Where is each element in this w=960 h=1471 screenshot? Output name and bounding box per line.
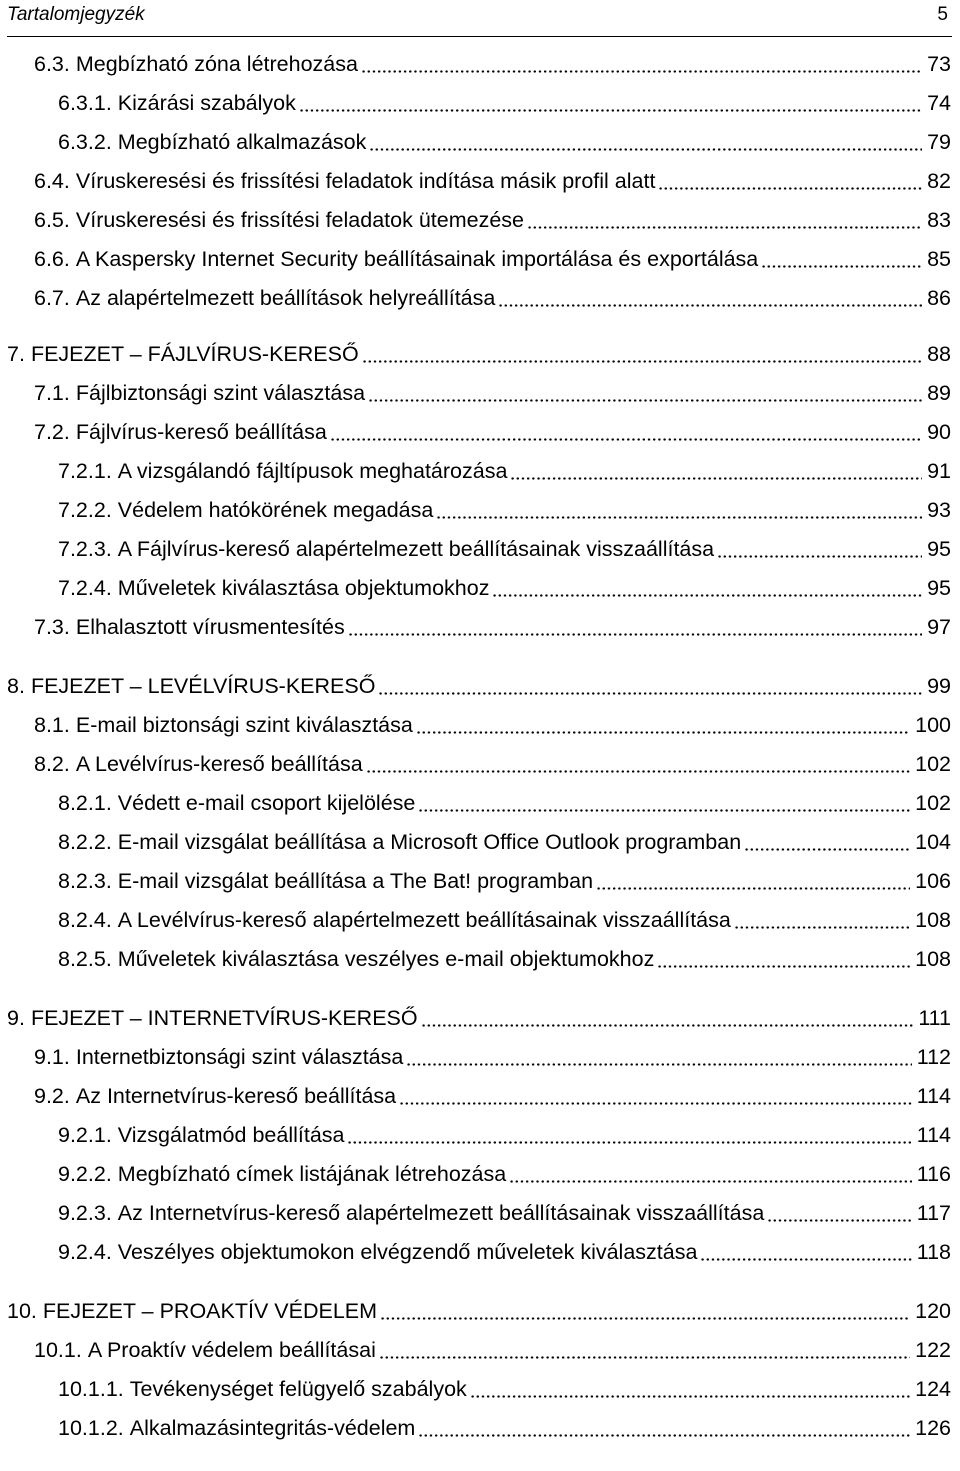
- toc-entry-label: [34, 1081, 396, 1111]
- toc-entry-label: [58, 534, 714, 564]
- toc-dot-leader: [658, 187, 922, 190]
- toc-entry-page: 120: [915, 1299, 951, 1323]
- toc-dot-leader: [470, 1395, 910, 1398]
- toc-entry-title: A vizsgálandó fájltípusok meghatározása: [117, 459, 508, 483]
- toc-entry-number: 10.1.: [34, 1338, 82, 1362]
- toc-entry[interactable]: [0, 456, 960, 486]
- toc-entry-page: 82: [927, 169, 951, 193]
- toc-entry-label: [34, 166, 655, 196]
- toc-entry[interactable]: [0, 1296, 960, 1326]
- toc-dot-leader: [347, 1141, 911, 1144]
- toc-entry-number: 9.1.: [34, 1045, 70, 1069]
- toc-entry-page: 116: [916, 1162, 951, 1186]
- toc-entry-page: 118: [916, 1240, 951, 1264]
- toc-entry-number: 10.: [7, 1299, 37, 1323]
- toc-entry-title: Védelem hatókörének megadása: [117, 498, 434, 522]
- toc-entry-label: [34, 417, 327, 447]
- toc-dot-leader: [406, 1063, 911, 1066]
- toc-dot-leader: [492, 594, 922, 597]
- toc-entry-title: Víruskeresési és frissítési feladatok ütemezése: [75, 208, 524, 232]
- toc-entry-label: [34, 710, 413, 740]
- toc-entry-label: [58, 456, 507, 486]
- toc-entry-title: A Kaspersky Internet Security beállításainak importálása és exportálása: [75, 247, 759, 271]
- toc-entry-title: FEJEZET – FÁJLVÍRUS-KERESŐ: [30, 342, 359, 366]
- toc-entry-title: Az alapértelmezett beállítások helyreállítása: [75, 286, 496, 310]
- toc-dot-leader: [299, 109, 922, 112]
- toc-entry[interactable]: [0, 710, 960, 740]
- toc-entry-page: 108: [915, 947, 951, 971]
- toc-entry-title: A Levélvírus-kereső alapértelmezett beállításainak visszaállítása: [117, 908, 731, 932]
- toc-entry-title: Vizsgálatmód beállítása: [117, 1123, 345, 1147]
- toc-entry-number: 9.2.3.: [58, 1201, 112, 1225]
- toc-entry-page: 93: [927, 498, 951, 522]
- toc-entry-label: [7, 671, 375, 701]
- toc-entry-page: 108: [915, 908, 951, 932]
- toc-entry-title: FEJEZET – PROAKTÍV VÉDELEM: [42, 1299, 378, 1323]
- toc-entry[interactable]: [0, 905, 960, 935]
- toc-entry-number: 8.2.: [34, 752, 70, 776]
- toc-entry-number: 6.6.: [34, 247, 70, 271]
- toc-entry-title: Fájlbiztonsági szint választása: [75, 381, 366, 405]
- toc-entry-label: [7, 339, 359, 369]
- toc-entry-page: 106: [915, 869, 951, 893]
- toc-dot-leader: [761, 265, 922, 268]
- toc-dot-leader: [734, 926, 910, 929]
- toc-entry-title: Az Internetvírus-kereső beállítása: [75, 1084, 397, 1108]
- toc-entry-page: 95: [927, 537, 951, 561]
- toc-entry-label: [34, 49, 358, 79]
- toc-entry-page: 102: [915, 791, 951, 815]
- toc-entry-label: [58, 127, 366, 157]
- toc-entry-label: [58, 905, 731, 935]
- toc-entry-label: [58, 944, 654, 974]
- toc-entry-number: 7.1.: [34, 381, 70, 405]
- toc-entry-label: [58, 1159, 506, 1189]
- toc-dot-leader: [379, 1356, 910, 1359]
- toc-entry[interactable]: [0, 573, 960, 603]
- toc-entry[interactable]: [0, 1081, 960, 1111]
- toc-entry[interactable]: [0, 1198, 960, 1228]
- toc-entry[interactable]: [0, 49, 960, 79]
- toc-entry-page: 91: [927, 459, 951, 483]
- toc-entry-number: 6.4.: [34, 169, 70, 193]
- toc-dot-leader: [744, 848, 910, 851]
- toc-entry-number: 6.3.1.: [58, 91, 112, 115]
- toc-entry-label: [34, 205, 524, 235]
- toc-entry-number: 7.2.3.: [58, 537, 112, 561]
- toc-entry-title: A Levélvírus-kereső beállítása: [75, 752, 363, 776]
- toc-entry-title: Műveletek kiválasztása veszélyes e-mail objektumokhoz: [117, 947, 655, 971]
- toc-entry-page: 100: [915, 713, 951, 737]
- toc-entry-title: Víruskeresési és frissítési feladatok indítása másik profil alatt: [75, 169, 656, 193]
- toc-dot-leader: [527, 226, 922, 229]
- toc-entry-number: 8.2.4.: [58, 908, 112, 932]
- toc-entry-number: 6.7.: [34, 286, 70, 310]
- toc-entry-title: FEJEZET – LEVÉLVÍRUS-KERESŐ: [30, 674, 376, 698]
- toc-dot-leader: [657, 965, 910, 968]
- toc-entry-label: [58, 788, 415, 818]
- toc-dot-leader: [362, 360, 922, 363]
- toc-entry-label: [58, 573, 489, 603]
- toc-entry-number: 9.2.: [34, 1084, 70, 1108]
- toc-entry-page: 97: [927, 615, 951, 639]
- toc-entry-title: Tevékenységet felügyelő szabályok: [129, 1377, 467, 1401]
- toc-dot-leader: [330, 438, 922, 441]
- toc-entry-title: Kizárási szabályok: [117, 91, 296, 115]
- toc-entry-number: 7.2.: [34, 420, 70, 444]
- toc-entry-label: [34, 749, 363, 779]
- toc-dot-leader: [368, 399, 922, 402]
- toc-dot-leader: [416, 731, 910, 734]
- toc-entry[interactable]: [0, 205, 960, 235]
- toc-entry-page: 73: [927, 52, 951, 76]
- toc-entry-label: [58, 1374, 467, 1404]
- toc-entry-page: 89: [927, 381, 951, 405]
- toc-entry-number: 7.2.2.: [58, 498, 112, 522]
- toc-entry[interactable]: [0, 417, 960, 447]
- toc-entry-page: 104: [915, 830, 951, 854]
- header-page-number: 5: [937, 4, 948, 25]
- toc-entry-title: Alkalmazásintegritás-védelem: [129, 1416, 416, 1440]
- toc-dot-leader: [418, 1434, 910, 1437]
- toc-entry-title: E-mail vizsgálat beállítása a The Bat! programban: [117, 869, 594, 893]
- toc-entry-title: A Fájlvírus-kereső alapértelmezett beállításainak visszaállítása: [117, 537, 715, 561]
- toc-entry[interactable]: [0, 866, 960, 896]
- toc-entry-number: 8.2.2.: [58, 830, 112, 854]
- toc-entry-number: 10.1.2.: [58, 1416, 124, 1440]
- toc-entry-number: 6.3.: [34, 52, 70, 76]
- toc-entry-label: [58, 1120, 344, 1150]
- toc-entry-page: 99: [927, 674, 951, 698]
- toc-entry[interactable]: [0, 283, 960, 313]
- page-header: [7, 0, 952, 37]
- toc-entry-label: [34, 612, 345, 642]
- toc-entry-number: 8.2.1.: [58, 791, 112, 815]
- toc-entry-label: [58, 495, 433, 525]
- toc-entry[interactable]: [0, 1335, 960, 1365]
- toc-entry-title: Védett e-mail csoport kijelölése: [117, 791, 416, 815]
- toc-entry-number: 9.: [7, 1006, 25, 1030]
- toc-dot-leader: [498, 304, 922, 307]
- toc-entry[interactable]: [0, 1237, 960, 1267]
- toc-entry-title: Elhalasztott vírusmentesítés: [75, 615, 345, 639]
- toc-entry-label: [7, 1296, 377, 1326]
- toc-entry-number: 8.2.5.: [58, 947, 112, 971]
- toc-entry-page: 122: [915, 1338, 951, 1362]
- toc-entry[interactable]: [0, 749, 960, 779]
- toc-entry-title: Megbízható címek listájának létrehozása: [117, 1162, 507, 1186]
- toc-entry-label: [58, 1413, 415, 1443]
- toc-entry[interactable]: [0, 88, 960, 118]
- toc-entry[interactable]: [0, 612, 960, 642]
- toc-entry-page: 79: [927, 130, 951, 154]
- toc-entry-label: [58, 1198, 764, 1228]
- toc-dot-leader: [380, 1317, 910, 1320]
- toc-entry[interactable]: [0, 166, 960, 196]
- toc-dot-leader: [510, 477, 922, 480]
- toc-entry[interactable]: [0, 1374, 960, 1404]
- toc-entry-label: [58, 1237, 697, 1267]
- toc-entry-title: Internetbiztonsági szint választása: [75, 1045, 404, 1069]
- toc-entry-number: 10.1.1.: [58, 1377, 124, 1401]
- toc-entry-page: 102: [915, 752, 951, 776]
- toc-entry-page: 112: [916, 1045, 951, 1069]
- toc-entry[interactable]: [0, 1413, 960, 1443]
- header-title: Tartalomjegyzék: [7, 4, 145, 25]
- toc-entry[interactable]: [0, 1003, 960, 1033]
- toc-dot-leader: [436, 516, 922, 519]
- toc-entry-title: E-mail biztonsági szint kiválasztása: [75, 713, 413, 737]
- toc-dot-leader: [717, 555, 922, 558]
- toc-entry-number: 9.2.2.: [58, 1162, 112, 1186]
- toc-entry-number: 7.2.4.: [58, 576, 112, 600]
- toc-dot-leader: [378, 692, 922, 695]
- toc-dot-leader: [509, 1180, 912, 1183]
- toc-entry-page: 114: [916, 1123, 951, 1147]
- toc-entry-page: 117: [916, 1201, 951, 1225]
- toc-entry-label: [34, 283, 495, 313]
- toc-dot-leader: [700, 1258, 911, 1261]
- toc-entry-title: Veszélyes objektumokon elvégzendő műveletek kiválasztása: [117, 1240, 698, 1264]
- toc-entry-number: 9.2.1.: [58, 1123, 112, 1147]
- toc-entry[interactable]: [0, 1042, 960, 1072]
- toc-entry[interactable]: [0, 244, 960, 274]
- toc-entry-label: [58, 866, 593, 896]
- toc-entry[interactable]: [0, 788, 960, 818]
- toc-entry-number: 7.3.: [34, 615, 70, 639]
- toc-entry-title: Az Internetvírus-kereső alapértelmezett beállításainak visszaállítása: [117, 1201, 765, 1225]
- toc-entry-page: 95: [927, 576, 951, 600]
- toc-entry-number: 7.2.1.: [58, 459, 112, 483]
- toc-entry-title: A Proaktív védelem beállításai: [87, 1338, 376, 1362]
- toc-entry-page: 126: [915, 1416, 951, 1440]
- toc-entry-label: [58, 827, 741, 857]
- toc-dot-leader: [399, 1102, 912, 1105]
- toc-entry-label: [34, 1042, 403, 1072]
- toc-entry-title: Fájlvírus-kereső beállítása: [75, 420, 327, 444]
- toc-dot-leader: [348, 633, 922, 636]
- toc-dot-leader: [596, 887, 910, 890]
- toc-entry[interactable]: [0, 1159, 960, 1189]
- toc-entry[interactable]: [0, 495, 960, 525]
- toc-entry-title: Műveletek kiválasztása objektumokhoz: [117, 576, 490, 600]
- toc-entry-number: 9.2.4.: [58, 1240, 112, 1264]
- toc-entry[interactable]: [0, 127, 960, 157]
- toc-entry-number: 6.3.2.: [58, 130, 112, 154]
- toc-entry-title: Megbízható alkalmazások: [117, 130, 367, 154]
- toc-entry[interactable]: [0, 534, 960, 564]
- toc-entry-page: 88: [927, 342, 951, 366]
- toc-entry-page: 114: [916, 1084, 951, 1108]
- toc-entry[interactable]: [0, 339, 960, 369]
- toc-entry-label: [34, 1335, 376, 1365]
- toc-entry-page: 85: [927, 247, 951, 271]
- toc-entry-page: 124: [915, 1377, 951, 1401]
- toc-dot-leader: [366, 770, 910, 773]
- toc-dot-leader: [418, 809, 910, 812]
- toc-entry-title: Megbízható zóna létrehozása: [75, 52, 358, 76]
- toc-entry-page: 74: [927, 91, 951, 115]
- toc-entry-label: [34, 378, 365, 408]
- toc-entry-number: 8.: [7, 674, 25, 698]
- toc-dot-leader: [361, 70, 922, 73]
- toc-dot-leader: [369, 148, 922, 151]
- toc-entry[interactable]: [0, 1120, 960, 1150]
- toc-entry-title: E-mail vizsgálat beállítása a Microsoft Office Outlook programban: [117, 830, 742, 854]
- toc-entry-label: [7, 1003, 418, 1033]
- toc-entry-page: 83: [927, 208, 951, 232]
- toc-entry-number: 6.5.: [34, 208, 70, 232]
- toc-entry-title: FEJEZET – INTERNETVÍRUS-KERESŐ: [30, 1006, 418, 1030]
- toc-entry-label: [34, 244, 758, 274]
- toc-entry[interactable]: [0, 944, 960, 974]
- toc-entry-page: 90: [927, 420, 951, 444]
- toc-dot-leader: [767, 1219, 911, 1222]
- toc-entry-number: 8.1.: [34, 713, 70, 737]
- toc-entry[interactable]: [0, 378, 960, 408]
- toc-entry[interactable]: [0, 671, 960, 701]
- toc-entry-page: 111: [918, 1006, 951, 1030]
- toc-entry-label: [58, 88, 296, 118]
- toc-entry-number: 7.: [7, 342, 25, 366]
- toc-entry-number: 8.2.3.: [58, 869, 112, 893]
- toc-entry-page: 86: [927, 286, 951, 310]
- toc-entry[interactable]: [0, 827, 960, 857]
- toc-dot-leader: [421, 1024, 914, 1027]
